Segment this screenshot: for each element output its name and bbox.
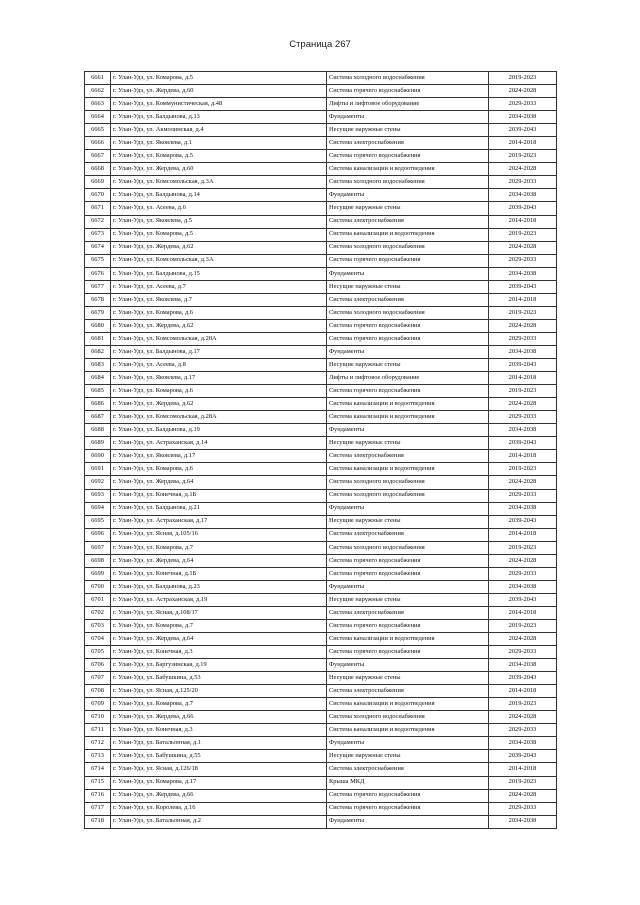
row-number-cell: 6684 — [85, 372, 111, 385]
period-cell: 2039-2043 — [489, 515, 557, 528]
period-cell: 2029-2033 — [489, 646, 557, 659]
system-cell: Система канализации и водоотведения — [327, 724, 489, 737]
row-number-cell: 6698 — [85, 554, 111, 567]
period-cell: 2019-2023 — [489, 541, 557, 554]
row-number-cell: 6704 — [85, 633, 111, 646]
address-cell: г. Улан-Удэ, ул. Балдынова, д.19 — [111, 424, 327, 437]
row-number-cell: 6690 — [85, 450, 111, 463]
period-cell: 2014-2018 — [489, 606, 557, 619]
period-cell: 2029-2033 — [489, 411, 557, 424]
row-number-cell: 6696 — [85, 528, 111, 541]
table-row — [85, 98, 557, 111]
period-cell: 2029-2033 — [489, 724, 557, 737]
row-number-cell: 6707 — [85, 672, 111, 685]
address-cell: г. Улан-Удэ, ул. Балдынова, д.14 — [111, 189, 327, 202]
table-row — [85, 372, 557, 385]
table-row — [85, 111, 557, 124]
system-cell: Система горячего водоснабжения — [327, 150, 489, 163]
address-cell: г. Улан-Удэ, ул. Жердева, д.62 — [111, 241, 327, 254]
system-cell: Фундаменты — [327, 580, 489, 593]
period-cell: 2034-2038 — [489, 111, 557, 124]
address-cell: г. Улан-Удэ, ул. Комарова, д.6 — [111, 306, 327, 319]
table-row — [85, 802, 557, 815]
system-cell: Фундаменты — [327, 815, 489, 828]
page-title: Страница 267 — [289, 39, 351, 50]
table-row — [85, 72, 557, 85]
period-cell: 2014-2018 — [489, 528, 557, 541]
system-cell: Система горячего водоснабжения — [327, 619, 489, 632]
row-number-cell: 6710 — [85, 711, 111, 724]
system-cell: Фундаменты — [327, 502, 489, 515]
address-cell: г. Улан-Удэ, ул. Жердева, д.60 — [111, 85, 327, 98]
row-number-cell: 6678 — [85, 293, 111, 306]
system-cell: Система холодного водоснабжения — [327, 711, 489, 724]
period-cell: 2024-2028 — [489, 789, 557, 802]
period-cell: 2034-2038 — [489, 502, 557, 515]
address-cell: г. Улан-Удэ, ул. Комарова, д.7 — [111, 541, 327, 554]
row-number-cell: 6663 — [85, 98, 111, 111]
address-cell: г. Улан-Удэ, ул. Бабушкина, д.55 — [111, 750, 327, 763]
row-number-cell: 6670 — [85, 189, 111, 202]
system-cell: Система холодного водоснабжения — [327, 476, 489, 489]
address-cell: г. Улан-Удэ, ул. Ясная, д.105/16 — [111, 528, 327, 541]
row-number-cell: 6717 — [85, 802, 111, 815]
period-cell: 2014-2018 — [489, 293, 557, 306]
row-number-cell: 6716 — [85, 789, 111, 802]
address-cell: г. Улан-Удэ, ул. Коммунистическая, д.48 — [111, 98, 327, 111]
table-row — [85, 789, 557, 802]
table-row — [85, 398, 557, 411]
system-cell: Система холодного водоснабжения — [327, 176, 489, 189]
system-cell: Система канализации и водоотведения — [327, 398, 489, 411]
row-number-cell: 6665 — [85, 124, 111, 137]
row-number-cell: 6708 — [85, 685, 111, 698]
system-cell: Система горячего водоснабжения — [327, 554, 489, 567]
row-number-cell: 6679 — [85, 306, 111, 319]
table-row — [85, 528, 557, 541]
address-cell: г. Улан-Удэ, ул. Комарова, д.17 — [111, 776, 327, 789]
period-cell: 2034-2038 — [489, 659, 557, 672]
system-cell: Система канализации и водоотведения — [327, 163, 489, 176]
table-row — [85, 293, 557, 306]
table-row — [85, 241, 557, 254]
address-cell: г. Улан-Удэ, ул. Жердева, д.64 — [111, 554, 327, 567]
row-number-cell: 6686 — [85, 398, 111, 411]
period-cell: 2034-2038 — [489, 815, 557, 828]
period-cell: 2024-2028 — [489, 554, 557, 567]
system-cell: Несущие наружные стены — [327, 202, 489, 215]
period-cell: 2029-2033 — [489, 332, 557, 345]
table-row — [85, 541, 557, 554]
period-cell: 2019-2023 — [489, 150, 557, 163]
address-cell: г. Улан-Удэ, ул. Баргузинская, д.19 — [111, 659, 327, 672]
table-row — [85, 763, 557, 776]
address-cell: г. Улан-Удэ, ул. Конечная, д.1Б — [111, 567, 327, 580]
period-cell: 2029-2033 — [489, 567, 557, 580]
period-cell: 2019-2023 — [489, 72, 557, 85]
address-cell: г. Улан-Удэ, ул. Асеева, д.6 — [111, 202, 327, 215]
period-cell: 2039-2043 — [489, 280, 557, 293]
address-cell: г. Улан-Удэ, ул. Яковлева, д.5 — [111, 215, 327, 228]
address-cell: г. Улан-Удэ, ул. Конечная, д.3 — [111, 724, 327, 737]
row-number-cell: 6699 — [85, 567, 111, 580]
system-cell: Фундаменты — [327, 345, 489, 358]
table-row — [85, 411, 557, 424]
table-row — [85, 815, 557, 828]
address-cell: г. Улан-Удэ, ул. Жердева, д.66 — [111, 789, 327, 802]
row-number-cell: 6683 — [85, 359, 111, 372]
period-cell: 2034-2038 — [489, 189, 557, 202]
period-cell: 2019-2023 — [489, 463, 557, 476]
row-number-cell: 6675 — [85, 254, 111, 267]
system-cell: Система холодного водоснабжения — [327, 72, 489, 85]
address-cell: г. Улан-Удэ, ул. Акмолинская, д.4 — [111, 124, 327, 137]
address-cell: г. Улан-Удэ, ул. Батальонная, д.1 — [111, 737, 327, 750]
system-cell: Система холодного водоснабжения — [327, 306, 489, 319]
row-number-cell: 6703 — [85, 619, 111, 632]
system-cell: Фундаменты — [327, 189, 489, 202]
system-cell: Система горячего водоснабжения — [327, 789, 489, 802]
row-number-cell: 6706 — [85, 659, 111, 672]
period-cell: 2014-2018 — [489, 450, 557, 463]
system-cell: Система горячего водоснабжения — [327, 332, 489, 345]
period-cell: 2029-2033 — [489, 254, 557, 267]
row-number-cell: 6709 — [85, 698, 111, 711]
system-cell: Несущие наружные стены — [327, 515, 489, 528]
table-row — [85, 163, 557, 176]
address-cell: г. Улан-Удэ, ул. Астраханская, д.17 — [111, 515, 327, 528]
table-row — [85, 332, 557, 345]
address-cell: г. Улан-Удэ, ул. Яковлева, д.1 — [111, 137, 327, 150]
address-cell: г. Улан-Удэ, ул. Яковлева, д.17 — [111, 450, 327, 463]
table-row — [85, 450, 557, 463]
period-cell: 2029-2033 — [489, 176, 557, 189]
period-cell: 2014-2018 — [489, 372, 557, 385]
period-cell: 2029-2033 — [489, 98, 557, 111]
system-cell: Фундаменты — [327, 267, 489, 280]
system-cell: Несущие наружные стены — [327, 672, 489, 685]
address-cell: г. Улан-Удэ, ул. Батальонная, д.2 — [111, 815, 327, 828]
row-number-cell: 6711 — [85, 724, 111, 737]
row-number-cell: 6674 — [85, 241, 111, 254]
period-cell: 2014-2018 — [489, 137, 557, 150]
row-number-cell: 6694 — [85, 502, 111, 515]
period-cell: 2024-2028 — [489, 85, 557, 98]
row-number-cell: 6693 — [85, 489, 111, 502]
system-cell: Система горячего водоснабжения — [327, 254, 489, 267]
row-number-cell: 6712 — [85, 737, 111, 750]
table-row — [85, 424, 557, 437]
address-cell: г. Улан-Удэ, ул. Асеева, д.7 — [111, 280, 327, 293]
address-cell: г. Улан-Удэ, ул. Комсомольская, д.28А — [111, 332, 327, 345]
records-table — [84, 71, 557, 829]
row-number-cell: 6697 — [85, 541, 111, 554]
period-cell: 2019-2023 — [489, 698, 557, 711]
system-cell: Система канализации и водоотведения — [327, 228, 489, 241]
period-cell: 2024-2028 — [489, 711, 557, 724]
period-cell: 2024-2028 — [489, 241, 557, 254]
period-cell: 2019-2023 — [489, 619, 557, 632]
period-cell: 2039-2043 — [489, 202, 557, 215]
address-cell: г. Улан-Удэ, ул. Ясная, д.126/18 — [111, 763, 327, 776]
table-row — [85, 750, 557, 763]
system-cell: Крыша МКД — [327, 776, 489, 789]
table-row — [85, 215, 557, 228]
table-row — [85, 567, 557, 580]
system-cell: Фундаменты — [327, 111, 489, 124]
system-cell: Система канализации и водоотведения — [327, 411, 489, 424]
row-number-cell: 6668 — [85, 163, 111, 176]
address-cell: г. Улан-Удэ, ул. Жердева, д.60 — [111, 163, 327, 176]
table-row — [85, 489, 557, 502]
address-cell: г. Улан-Удэ, ул. Комарова, д.5 — [111, 150, 327, 163]
address-cell: г. Улан-Удэ, ул. Конечная, д.3 — [111, 646, 327, 659]
address-cell: г. Улан-Удэ, ул. Жердева, д.62 — [111, 319, 327, 332]
records-table-body — [85, 72, 557, 829]
period-cell: 2034-2038 — [489, 267, 557, 280]
address-cell: г. Улан-Удэ, ул. Комсомольская, д.3А — [111, 254, 327, 267]
period-cell: 2034-2038 — [489, 737, 557, 750]
address-cell: г. Улан-Удэ, ул. Жердева, д.64 — [111, 633, 327, 646]
address-cell: г. Улан-Удэ, ул. Яковлева, д.17 — [111, 372, 327, 385]
table-row — [85, 189, 557, 202]
row-number-cell: 6691 — [85, 463, 111, 476]
table-row — [85, 476, 557, 489]
system-cell: Система электроснабжения — [327, 763, 489, 776]
period-cell: 2014-2018 — [489, 215, 557, 228]
table-row — [85, 737, 557, 750]
table-row — [85, 619, 557, 632]
address-cell: г. Улан-Удэ, ул. Ясная, д.108/17 — [111, 606, 327, 619]
period-cell: 2039-2043 — [489, 359, 557, 372]
period-cell: 2034-2038 — [489, 424, 557, 437]
address-cell: г. Улан-Удэ, ул. Комсомольская, д.28А — [111, 411, 327, 424]
system-cell: Лифты и лифтовое оборудование — [327, 98, 489, 111]
table-row — [85, 345, 557, 358]
row-number-cell: 6676 — [85, 267, 111, 280]
system-cell: Система электроснабжения — [327, 450, 489, 463]
row-number-cell: 6664 — [85, 111, 111, 124]
row-number-cell: 6695 — [85, 515, 111, 528]
address-cell: г. Улан-Удэ, ул. Комарова, д.6 — [111, 385, 327, 398]
table-row — [85, 228, 557, 241]
table-row — [85, 463, 557, 476]
table-row — [85, 554, 557, 567]
system-cell: Фундаменты — [327, 659, 489, 672]
period-cell: 2014-2018 — [489, 763, 557, 776]
period-cell: 2024-2028 — [489, 476, 557, 489]
row-number-cell: 6669 — [85, 176, 111, 189]
address-cell: г. Улан-Удэ, ул. Балдынова, д.13 — [111, 111, 327, 124]
system-cell: Несущие наружные стены — [327, 359, 489, 372]
row-number-cell: 6667 — [85, 150, 111, 163]
system-cell: Система электроснабжения — [327, 528, 489, 541]
system-cell: Система канализации и водоотведения — [327, 633, 489, 646]
row-number-cell: 6671 — [85, 202, 111, 215]
address-cell: г. Улан-Удэ, ул. Жердева, д.66 — [111, 711, 327, 724]
system-cell: Система холодного водоснабжения — [327, 241, 489, 254]
period-cell: 2039-2043 — [489, 672, 557, 685]
period-cell: 2039-2043 — [489, 593, 557, 606]
address-cell: г. Улан-Удэ, ул. Балдынова, д.17 — [111, 345, 327, 358]
period-cell: 2019-2023 — [489, 306, 557, 319]
period-cell: 2019-2023 — [489, 385, 557, 398]
system-cell: Система горячего водоснабжения — [327, 646, 489, 659]
system-cell: Несущие наружные стены — [327, 280, 489, 293]
table-row — [85, 202, 557, 215]
system-cell: Система горячего водоснабжения — [327, 319, 489, 332]
period-cell: 2039-2043 — [489, 124, 557, 137]
system-cell: Система канализации и водоотведения — [327, 463, 489, 476]
table-row — [85, 137, 557, 150]
address-cell: г. Улан-Удэ, ул. Комсомольская, д.3А — [111, 176, 327, 189]
table-row — [85, 176, 557, 189]
period-cell: 2039-2043 — [489, 437, 557, 450]
table-row — [85, 698, 557, 711]
address-cell: г. Улан-Удэ, ул. Комарова, д.5 — [111, 72, 327, 85]
row-number-cell: 6689 — [85, 437, 111, 450]
address-cell: г. Улан-Удэ, ул. Балдынова, д.15 — [111, 267, 327, 280]
row-number-cell: 6680 — [85, 319, 111, 332]
system-cell: Несущие наружные стены — [327, 750, 489, 763]
period-cell: 2029-2033 — [489, 489, 557, 502]
row-number-cell: 6701 — [85, 593, 111, 606]
table-row — [85, 254, 557, 267]
system-cell: Фундаменты — [327, 424, 489, 437]
system-cell: Фундаменты — [327, 737, 489, 750]
system-cell: Система электроснабжения — [327, 293, 489, 306]
table-row — [85, 359, 557, 372]
row-number-cell: 6687 — [85, 411, 111, 424]
system-cell: Система электроснабжения — [327, 137, 489, 150]
table-row — [85, 150, 557, 163]
row-number-cell: 6705 — [85, 646, 111, 659]
row-number-cell: 6681 — [85, 332, 111, 345]
table-row — [85, 502, 557, 515]
table-row — [85, 124, 557, 137]
table-row — [85, 633, 557, 646]
table-row — [85, 659, 557, 672]
table-row — [85, 580, 557, 593]
table-row — [85, 685, 557, 698]
row-number-cell: 6700 — [85, 580, 111, 593]
period-cell: 2024-2028 — [489, 633, 557, 646]
row-number-cell: 6688 — [85, 424, 111, 437]
period-cell: 2014-2018 — [489, 685, 557, 698]
system-cell: Система канализации и водоотведения — [327, 698, 489, 711]
address-cell: г. Улан-Удэ, ул. Балдынова, д.21 — [111, 502, 327, 515]
system-cell: Система горячего водоснабжения — [327, 385, 489, 398]
table-row — [85, 280, 557, 293]
table-row — [85, 724, 557, 737]
address-cell: г. Улан-Удэ, ул. Комарова, д.5 — [111, 228, 327, 241]
address-cell: г. Улан-Удэ, ул. Комарова, д.7 — [111, 698, 327, 711]
table-row — [85, 306, 557, 319]
row-number-cell: 6673 — [85, 228, 111, 241]
system-cell: Система горячего водоснабжения — [327, 85, 489, 98]
row-number-cell: 6677 — [85, 280, 111, 293]
address-cell: г. Улан-Удэ, ул. Асеева, д.8 — [111, 359, 327, 372]
row-number-cell: 6692 — [85, 476, 111, 489]
address-cell: г. Улан-Удэ, ул. Яковлева, д.7 — [111, 293, 327, 306]
system-cell: Система горячего водоснабжения — [327, 802, 489, 815]
row-number-cell: 6661 — [85, 72, 111, 85]
table-row — [85, 593, 557, 606]
row-number-cell: 6702 — [85, 606, 111, 619]
system-cell: Система горячего водоснабжения — [327, 567, 489, 580]
row-number-cell: 6672 — [85, 215, 111, 228]
address-cell: г. Улан-Удэ, ул. Астраханская, д.19 — [111, 593, 327, 606]
table-row — [85, 672, 557, 685]
table-row — [85, 606, 557, 619]
period-cell: 2039-2043 — [489, 750, 557, 763]
address-cell: г. Улан-Удэ, ул. Комарова, д.7 — [111, 619, 327, 632]
row-number-cell: 6714 — [85, 763, 111, 776]
address-cell: г. Улан-Удэ, ул. Королева, д.16 — [111, 802, 327, 815]
period-cell: 2034-2038 — [489, 345, 557, 358]
table-row — [85, 437, 557, 450]
system-cell: Несущие наружные стены — [327, 593, 489, 606]
system-cell: Система холодного водоснабжения — [327, 541, 489, 554]
address-cell: г. Улан-Удэ, ул. Бабушкина, д.53 — [111, 672, 327, 685]
address-cell: г. Улан-Удэ, ул. Комарова, д.6 — [111, 463, 327, 476]
address-cell: г. Улан-Удэ, ул. Астраханская, д.14 — [111, 437, 327, 450]
address-cell: г. Улан-Удэ, ул. Жердева, д.64 — [111, 476, 327, 489]
row-number-cell: 6682 — [85, 345, 111, 358]
address-cell: г. Улан-Удэ, ул. Конечная, д.1Б — [111, 489, 327, 502]
period-cell: 2029-2033 — [489, 802, 557, 815]
period-cell: 2019-2023 — [489, 228, 557, 241]
address-cell: г. Улан-Удэ, ул. Жердева, д.62 — [111, 398, 327, 411]
table-row — [85, 267, 557, 280]
table-row — [85, 776, 557, 789]
system-cell: Система холодного водоснабжения — [327, 489, 489, 502]
period-cell: 2019-2023 — [489, 776, 557, 789]
period-cell: 2024-2028 — [489, 398, 557, 411]
row-number-cell: 6713 — [85, 750, 111, 763]
period-cell: 2034-2038 — [489, 580, 557, 593]
row-number-cell: 6662 — [85, 85, 111, 98]
row-number-cell: 6685 — [85, 385, 111, 398]
row-number-cell: 6715 — [85, 776, 111, 789]
system-cell: Система электроснабжения — [327, 606, 489, 619]
row-number-cell: 6718 — [85, 815, 111, 828]
period-cell: 2024-2028 — [489, 319, 557, 332]
table-row — [85, 85, 557, 98]
address-cell: г. Улан-Удэ, ул. Балдынова, д.23 — [111, 580, 327, 593]
table-row — [85, 711, 557, 724]
period-cell: 2024-2028 — [489, 163, 557, 176]
address-cell: г. Улан-Удэ, ул. Ясная, д.125/20 — [111, 685, 327, 698]
table-row — [85, 646, 557, 659]
system-cell: Система электроснабжения — [327, 685, 489, 698]
system-cell: Несущие наружные стены — [327, 437, 489, 450]
system-cell: Несущие наружные стены — [327, 124, 489, 137]
table-row — [85, 385, 557, 398]
table-row — [85, 515, 557, 528]
system-cell: Система электроснабжения — [327, 215, 489, 228]
system-cell: Лифты и лифтовое оборудование — [327, 372, 489, 385]
row-number-cell: 6666 — [85, 137, 111, 150]
table-row — [85, 319, 557, 332]
